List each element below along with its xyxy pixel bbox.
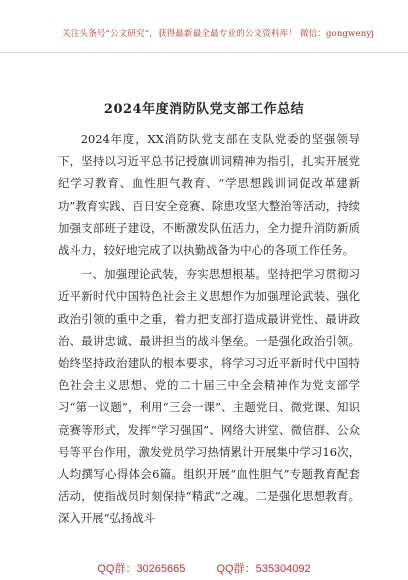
intro-paragraph: 2024年度，XX消防队党支部在支队党委的坚强领导下，坚持以习近平总书记授旗训词精神为指引，扎实开展党纪学习教育、血性胆气教育、“学思想践训词促改革建新功”教育实践、百日安全竞赛、除患攻坚大整治等活动，持续加强支部班子建设，不断激发队伍活力，全力提升消防新质战斗力，较好地完成了以执勤战备为中心的各项工作任务。: [58, 132, 360, 258]
document-title: 2024年度消防队党支部工作总结: [103, 102, 305, 117]
page-footer: [0, 560, 408, 576]
page-header: [0, 0, 408, 53]
qq-group-1: QQ群：30265665: [97, 563, 186, 575]
document-body: [58, 128, 360, 530]
qq-group-2: QQ群：535304092: [216, 563, 311, 575]
header-promo-note: 关注头条号“公文研究”，获得最新最全最专业的公文资料库！ 微信：gongwenyj: [62, 29, 375, 39]
section-one-paragraph: 一、加强理论武装，夯实思想根基。坚持把学习贯彻习近平新时代中国特色社会主义思想作为加强理论武装、强化政治引领的重中之重，着力把支部打造成最讲党性、最讲政治、最讲忠诚、最讲担当的战斗堡垒。一是强化政治引领。始终坚持政治建队的根本要求，将学习习近平新时代中国特色社会主义思想、党的二十届三中全会精神作为党支部学习“第一议题”，利用“三会一课”、主题党日、微党课、知识竞赛等形式，发挥“学习强国”、网络大讲堂、微信群、公众号等平台作用，激发党员学习热情累计开展集中学习16次，人均撰写心得体会6篇。组织开展“血性胆气”专题教育配套活动，使指战员时刻保持“精武”之魂。二是强化思想教育。深入开展“弘扬战斗: [58, 267, 360, 526]
